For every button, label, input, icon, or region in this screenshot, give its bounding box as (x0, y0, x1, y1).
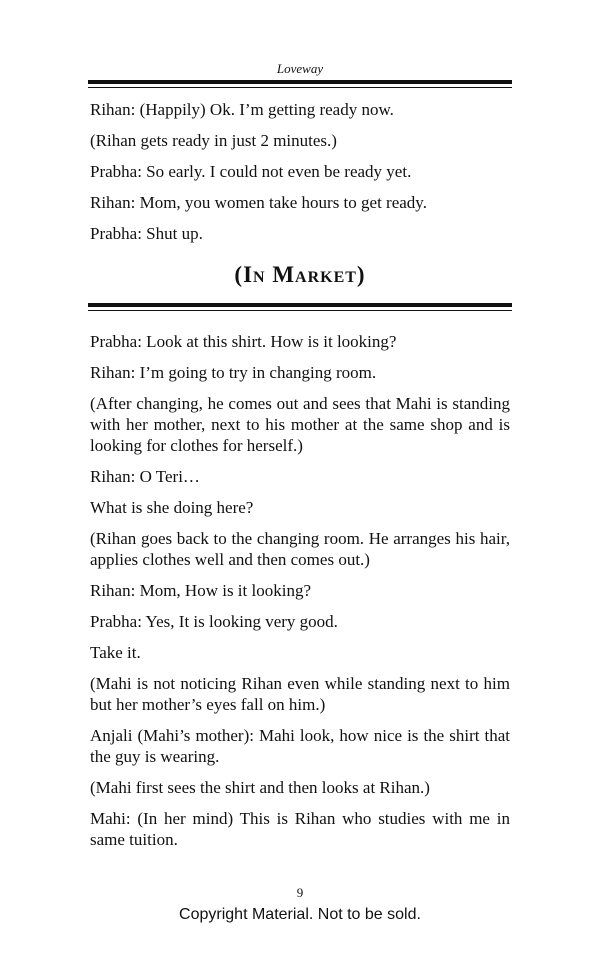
stage-direction: (Mahi first sees the shirt and then looks at Rihan.) (90, 778, 430, 797)
dialogue-line: (Rihan gets ready in just 2 minutes.) (90, 131, 337, 150)
dialogue-line: Rihan: Mom, How is it looking? (90, 581, 311, 600)
dialogue-line: Prabha: Look at this shirt. How is it looking? (90, 332, 397, 351)
dialogue-line: Rihan: (Happily) Ok. I’m getting ready now. (90, 100, 394, 119)
stage-direction: (After changing, he comes out and sees that Mahi is standing with her mother, next to his mother at the same shop and is looking for clothes for herself.) (90, 394, 510, 455)
dialogue-line: What is she doing here? (90, 498, 254, 517)
running-head: Loveway (276, 61, 324, 76)
page-number: 9 (296, 885, 304, 900)
dialogue-line: Rihan: Mom, you women take hours to get ready. (90, 193, 427, 212)
dialogue-line: Prabha: Yes, It is looking very good. (90, 612, 338, 631)
dialogue-line: Rihan: O Teri… (90, 467, 200, 486)
stage-direction: (Mahi is not noticing Rihan even while standing next to him but her mother’s eyes fall on him.) (90, 674, 510, 714)
header-rule (88, 80, 512, 84)
dialogue-line: Prabha: Shut up. (90, 224, 203, 243)
dialogue-line: Take it. (90, 643, 141, 662)
stage-direction: (Rihan goes back to the changing room. He arranges his hair, applies clothes well and then comes out.) (90, 529, 510, 569)
copyright-notice: Copyright Material. Not to be sold. (179, 906, 421, 923)
section-rule (88, 303, 512, 307)
dialogue-block-main (90, 331, 510, 850)
dialogue-line: Rihan: I’m going to try in changing room. (90, 363, 377, 382)
dialogue-line: Anjali (Mahi’s mother): Mahi look, how nice is the shirt that the guy is wearing. (90, 726, 510, 766)
dialogue-line: Mahi: (In her mind) This is Rihan who studies with me in same tuition. (90, 809, 510, 849)
dialogue-line: Prabha: So early. I could not even be ready yet. (90, 162, 412, 181)
section-heading: (In Market) (234, 262, 366, 287)
dialogue-block-top (90, 99, 510, 244)
